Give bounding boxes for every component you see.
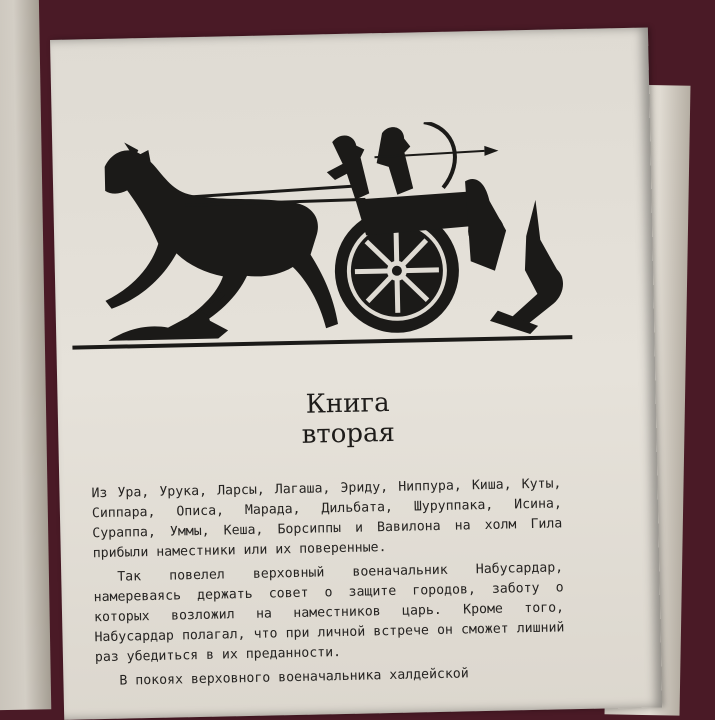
book-page	[50, 27, 662, 719]
chapter-title	[217, 386, 478, 451]
fallen-warrior-icon	[465, 177, 564, 335]
charioteer-icon	[326, 135, 369, 200]
chapter-title-line2: вторая	[301, 417, 396, 450]
paragraph-1: Из Ура, Урука, Ларсы, Лагаша, Эриду, Ниппура, Киша, Куты, Сиппара, Описа, Марада, Дильбата, Шуруппака, Исина, Сураппа, Уммы, Кеша, Борсиппы и Вавилона на холм Гила прибыли наместники или их повеpенные.	[91, 476, 563, 562]
paragraph-2: Так повелел верховный военачальник Набусардар, намереваясь держать совет о защите городов, заботу о которых возложил на наместников царь. Кроме того, Набусардар полагал, что при личной встрече он сможет лишний раз убедиться в их преданности.	[93, 560, 565, 666]
chapter-title-line1: Книга	[305, 387, 390, 420]
paragraph-3: В покоях верховного военачальника халдейской	[119, 666, 469, 689]
assyrian-chariot-battle-woodcut-icon	[64, 119, 579, 370]
body-text	[91, 474, 565, 692]
left-page	[0, 0, 51, 711]
horse-icon	[102, 138, 338, 333]
